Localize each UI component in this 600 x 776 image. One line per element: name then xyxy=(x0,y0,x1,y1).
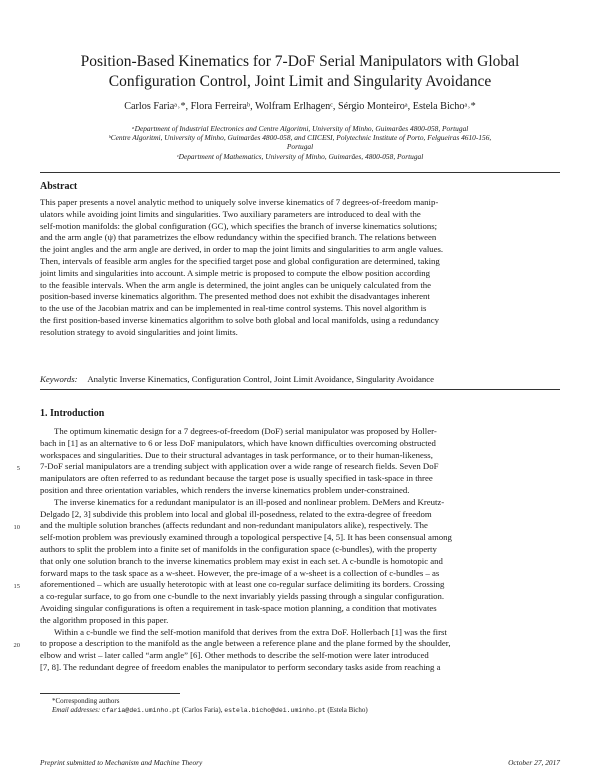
line-number: 15 xyxy=(13,583,20,590)
footnote-emails xyxy=(52,706,368,715)
title-line-2: Configuration Control, Joint Limit and Singularity Avoidance xyxy=(108,73,492,90)
abstract-top-rule xyxy=(40,172,560,173)
line-number: 5 xyxy=(16,465,20,472)
affiliation-a: ᵃDepartment of Industrial Electronics and Centre Algoritmi, University of Minho, Guimarães 4800-058, Portugal xyxy=(131,124,469,133)
email-link-bicho[interactable]: estela.bicho@dei.uminho.pt xyxy=(224,707,326,714)
abstract-line: ulators while avoiding joint limits and singularities. Two auxiliary parameters are introduced to deal with the xyxy=(40,208,421,219)
abstract-line: This paper presents a novel analytic method to uniquely solve inverse kinematics of 7 degrees-of-freedom manip- xyxy=(40,197,439,207)
abstract-line: self-motion manifolds: the global configuration (GC), which specifies the branch of inverse kinematics solutions; xyxy=(40,220,438,231)
abstract-line: Then, intervals of feasible arm angles for the specified target pose and global configuration are determined, taking xyxy=(40,255,440,266)
title-line-1: Position-Based Kinematics for 7-DoF Serial Manipulators with Global xyxy=(80,53,520,70)
intro-line: Avoiding singular configurations is often a requirement in task-space motion planning, a condition that motivates xyxy=(40,602,437,613)
abstract-line: the joint angles and the arm angle are derived, in order to map the joint limits and singularities to arm angle values. xyxy=(40,244,444,255)
section-heading: 1. Introduction xyxy=(40,408,105,419)
abstract-heading: Abstract xyxy=(40,181,78,192)
intro-line: position and three orientation variables, which renders the inverse kinematics problem under-constrained. xyxy=(40,484,410,495)
abstract-line: the first position-based inverse kinematics algorithm to solve both global and local manifolds, using a redundancy xyxy=(40,314,440,325)
intro-line: self-motion problem was previously examined through a topological perspective [4, 5]. It has been consensual among xyxy=(40,532,452,543)
keywords-line xyxy=(40,374,434,384)
intro-line: aforementioned – which are usually heterotopic with at least one co-regular surface delimiting its borders. Crossing xyxy=(40,579,445,590)
intro-line: Delgado [2, 3] subdivide this problem into local and global ill-posedness, related to the extra-degree of freedom xyxy=(40,508,432,519)
intro-line: The inverse kinematics for a redundant manipulator is an ill-posed and nonlinear problem. DeMers and Kreutz- xyxy=(54,496,445,507)
keywords-text: Analytic Inverse Kinematics, Configuration Control, Joint Limit Avoidance, Singularity Avoidance xyxy=(87,374,435,384)
abstract-bottom-rule xyxy=(40,389,560,390)
intro-line: Within a c-bundle we find the self-motion manifold that derives from the extra DoF. Hollerbach [1] was the first xyxy=(54,626,447,637)
line-number: 20 xyxy=(13,642,20,649)
affiliation-c: ᶜDepartment of Mathematics, University of Minho, Guimarães, 4800-058, Portugal xyxy=(176,152,424,161)
intro-line: bach in [1] as an alternative to 6 or less DoF manipulators, which have known difficulties overcoming obstructed xyxy=(40,437,436,448)
intro-line: and the multiple solution branches (affects redundant and non-redundant manipulators alike), respectively. The xyxy=(40,520,428,531)
abstract-line: to the feasible intervals. When the arm angle is determined, the joint angles can be uniquely calculated from the xyxy=(40,279,432,290)
intro-line: to propose a description to the manifold as the angle between a reference plane and the plane formed by the shoulder, xyxy=(40,638,451,649)
intro-line: manipulators are often referred to as redundant because the target pose is usually specified in task-space in three xyxy=(40,473,433,484)
abstract-line: and the arm angle (ψ) that parametrizes the elbow redundancy within the specified branch. The relations between xyxy=(40,232,437,243)
footer-date: October 27, 2017 xyxy=(508,758,560,767)
abstract-line: joint limits and singularities into account. A simple metric is proposed to compute the elbow position according xyxy=(40,267,431,278)
affiliation-b-cont: Portugal xyxy=(286,142,314,151)
paper-title xyxy=(60,52,540,92)
intro-line: elbow and wrist – later called “arm angle” [6]. Other methods to describe the self-motion were later introduced xyxy=(40,650,429,661)
intro-line: The optimum kinematic design for a 7 degrees-of-freedom (DoF) serial manipulator was proposed by Holler- xyxy=(54,426,437,436)
abstract-body xyxy=(40,197,560,339)
intro-line: forward maps to the task space as a w-sheet. However, the pre-image of a w-sheet is a collection of c-bundles – as xyxy=(40,567,440,578)
intro-line: 7-DoF serial manipulators are a trending subject with application over a wide range of research fields. Seven DoF xyxy=(40,461,439,472)
intro-line: authors to split the problem into a finite set of manifolds in the configuration space (c-bundles), with the property xyxy=(40,543,437,554)
abstract-line: to the use of the Jacobian matrix and can be implemented in real-time control systems. This novel algorithm is xyxy=(40,303,427,314)
affiliation-b: ᵇCentre Algoritmi, University of Minho, Guimarães 4800-058, and CIICESI, Polytechnic Institute of Porto, Felgueiras 4610-156, xyxy=(108,133,492,142)
intro-line: workspaces and singularities. Due to their structural advantages in task performance, or to their human-likeness, xyxy=(40,449,433,460)
line-number: 10 xyxy=(13,524,20,531)
intro-line: a co-regular surface, to go from one c-bundle to the next invariably yields passing through a singular configuration. xyxy=(40,591,445,602)
keywords-label: Keywords: xyxy=(40,374,78,384)
intro-line: the algorithm proposed in this paper. xyxy=(40,614,169,625)
intro-line: that only one solution branch to the inverse kinematics problem may exist in each set. A c-bundle is homotopic and xyxy=(40,555,443,566)
email-name-faria: (Carlos Faria), xyxy=(181,706,223,714)
abstract-line: position-based inverse kinematics algorithm. The presented method does not exhibit the disadvantages inherent xyxy=(40,291,430,302)
email-label: Email addresses: xyxy=(52,706,101,714)
intro-body xyxy=(40,426,560,674)
email-link-faria[interactable]: cfaria@dei.uminho.pt xyxy=(101,707,180,714)
author-list: Carlos Fariaᵃ˒*, Flora Ferreiraᵇ, Wolfram Erlhagenᶜ, Sérgio Monteiroᵃ, Estela Bichoᵃ˒* xyxy=(124,101,476,112)
footer-preprint: Preprint submitted to Mechanism and Machine Theory xyxy=(40,758,203,767)
footnote-rule xyxy=(40,693,180,694)
abstract-line: resolution strategy to avoid singularities and joint limits. xyxy=(40,326,238,337)
email-name-bicho: (Estela Bicho) xyxy=(327,706,368,714)
footnote-corresponding: *Corresponding authors xyxy=(52,697,120,705)
intro-line: [7, 8]. The redundant degree of freedom enables the manipulator to perform secondary tasks aside from reaching a xyxy=(40,661,441,672)
